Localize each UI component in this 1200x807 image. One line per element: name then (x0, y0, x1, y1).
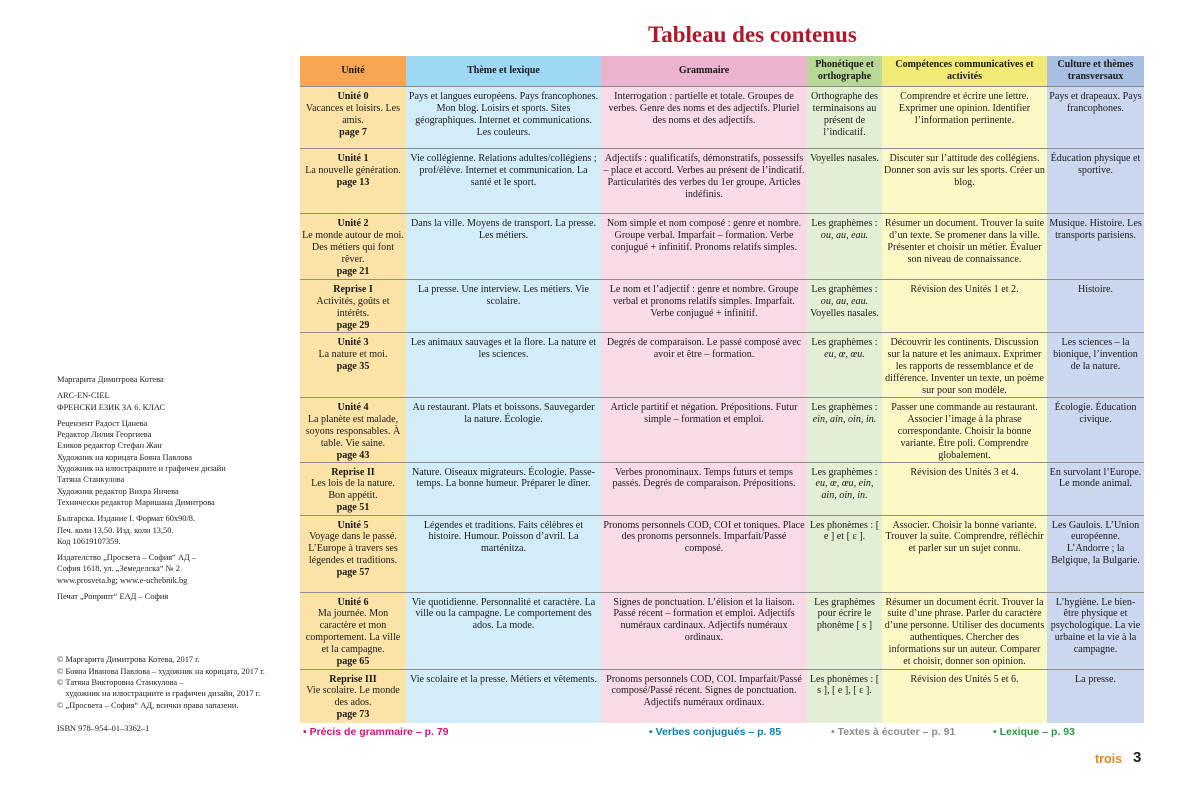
book-subtitle: ФРЕНСКИ ЕЗИК ЗА 6. КЛАС (57, 402, 166, 412)
unit-page-link[interactable]: page 43 (336, 449, 370, 461)
publisher-line: www.prosveta.bg; www.e-uchebnik.bg (57, 575, 188, 585)
grammar-cell (601, 333, 807, 398)
table-row (300, 592, 1144, 669)
unit-text: Le monde autour de moi. Des métiers qui font rêver. (302, 229, 404, 265)
unit-label: Unité 0 (337, 91, 369, 102)
table-row (300, 669, 1144, 723)
unit-cell (300, 333, 406, 398)
unit-label: Unité 6 (337, 596, 369, 608)
theme-text: Nature. Oiseaux migrateurs. Écologie. Passe-temps. La bonne humeur. Préparer le dîner. (411, 466, 596, 490)
grammar-text: Signes de ponctuation. L’élision et la liaison. Passé récent – formation et emploi. Adjectifs numéraux cardinaux. Adjectifs numéraux ordinaux. (613, 596, 795, 644)
theme-text: Au restaurant. Plats et boissons. Sauvegarder la nature. Écologie. (412, 402, 595, 425)
theme-text: Vie collégienne. Relations adultes/collégiens ; prof/élève. Internet et communication. La santé et le sport. (410, 153, 597, 188)
unit-label: Unité 5 (337, 519, 369, 531)
unit-cell (300, 592, 406, 669)
culture-cell (1047, 333, 1144, 398)
theme-cell (406, 669, 601, 723)
grammar-cell (601, 462, 807, 515)
credit-line: Рецензент Радост Цанева (57, 418, 148, 428)
competences-cell (882, 333, 1047, 398)
competences-cell (882, 87, 1047, 149)
culture-cell (1047, 149, 1144, 214)
header-unit: Unité (300, 56, 406, 87)
unit-page-link[interactable]: page 21 (336, 265, 370, 277)
unit-text: Voyage dans le passé. L’Europe à travers ses légendes et traditions. (308, 531, 398, 567)
competences-text: Découvrir les continents. Discussion sur la nature et les animaux. Exprimer les rapports de ressemblance et de différence. Inventer un texte, un poème sur pour son modèle. (885, 337, 1044, 396)
unit-cell (300, 462, 406, 515)
culture-cell (1047, 398, 1144, 463)
culture-text: Pays et drapeaux. Pays francophones. (1049, 91, 1142, 114)
unit-text: Ma journée. Mon caractère et mon comportement. La ville et la campagne. (305, 608, 401, 656)
culture-cell (1047, 214, 1144, 280)
unit-page-link[interactable]: page 35 (336, 360, 370, 372)
competences-text: Passer une commande au restaurant. Associer l’image à la phrase correspondante. Choisir la bonne variante. Être poli. Comprendre globalement. (891, 402, 1038, 461)
unit-cell (300, 87, 406, 149)
unit-text: La nature et moi. (318, 348, 388, 360)
unit-label: Unité 4 (337, 402, 369, 413)
culture-cell (1047, 87, 1144, 149)
theme-cell (406, 280, 601, 333)
unit-cell (300, 515, 406, 592)
phonetics-cell (807, 592, 882, 669)
unit-label: Reprise I (333, 284, 373, 295)
printer-line: Печат „Роприпт“ ЕАД – София (57, 592, 169, 602)
phonetics-cell (807, 280, 882, 333)
culture-cell (1047, 592, 1144, 669)
phonetics-text: Les phonèmes : [ e ] et [ ɛ ]. (809, 519, 880, 543)
book-title: ARC-EN-CIEL (57, 391, 110, 401)
competences-cell (882, 398, 1047, 463)
grammar-text: Nom simple et nom composé : genre et nombre. Groupe verbal. Imparfait – formation. Verbe conjugué + infinitif. Pronoms relatifs simples. (606, 218, 802, 253)
credit-line: Художник редактор Вихра Янчева (57, 486, 179, 496)
header-grammar: Grammaire (601, 56, 807, 87)
competences-cell (882, 214, 1047, 280)
phonetics-graphemes: eu, œ, œu, ein, ain, oin, in. (815, 478, 874, 502)
unit-cell (300, 280, 406, 333)
verbs-reference-link[interactable]: • Verbes conjugués – p. 85 (649, 726, 782, 738)
grammar-cell (601, 149, 807, 214)
unit-cell (300, 398, 406, 463)
competences-text: Associer. Choisir la bonne variante. Trouver la suite. Comprendre, réfléchir et parler sur un sujet connu. (885, 519, 1044, 555)
competences-text: Discuter sur l’attitude des collégiens. Donner son avis sur les sports. Créer un blog. (884, 153, 1045, 188)
grammar-text: Interrogation : partielle et totale. Groupes de verbes. Genre des noms et des adjectifs. Pluriel des noms et des adjectifs. (608, 91, 800, 126)
phonetics-text: Orthographe des terminaisons au présent de l’indicatif. (811, 91, 878, 138)
theme-text: La presse. Une interview. Les métiers. Vie scolaire. (418, 284, 589, 307)
phonetics-text: Les graphèmes : (811, 284, 878, 295)
copyright-line: © Татяна Викторовна Станкулова – (57, 677, 184, 687)
contents-table (300, 56, 1144, 723)
theme-cell (406, 214, 601, 280)
table-row (300, 149, 1144, 214)
theme-cell (406, 592, 601, 669)
unit-label: Unité 2 (337, 218, 369, 229)
unit-label: Unité 1 (337, 153, 369, 164)
credit-line: Технически редактор Маришана Димитрова (57, 497, 215, 507)
competences-text: Résumer un document. Trouver la suite d’un texte. Se promener dans la ville. Présenter et choisir un métier. Évaluer son niveau de connaissance. (884, 218, 1045, 265)
credit-line: Татяна Станкулова (57, 475, 125, 485)
competences-text: Résumer un document écrit. Trouver la suite d’une phrase. Parler du caractère d’une personne. Utiliser des documents authentiques. Chercher des informations sur un auteur. Comparer et choisir, donner son opinion. (884, 596, 1045, 668)
culture-text: Écologie. Éducation civique. (1054, 402, 1137, 425)
grammar-text: Article partitif et négation. Prépositions. Futur simple – formation et emploi. (610, 402, 798, 425)
theme-text: Pays et langues européens. Pays francophones. Mon blog. Loisirs et sports. Sites géographiques. Internet et communications. Les couleurs. (408, 91, 599, 138)
unit-page-link[interactable]: page 29 (336, 319, 370, 331)
theme-text: Vie quotidienne. Personnalité et caractère. La ville ou la campagne. Le comportement des ados. La mode. (411, 596, 596, 632)
culture-cell (1047, 669, 1144, 723)
grammar-text: Degrés de comparaison. Le passé composé avec avoir et être – formation. (606, 337, 802, 360)
phonetics-text: Les graphèmes : (811, 466, 878, 478)
grammar-cell (601, 515, 807, 592)
grammar-cell (601, 398, 807, 463)
phonetics-graphemes: ou, au, eau. (820, 295, 869, 307)
phonetics-cell (807, 149, 882, 214)
page-number: 3 (1133, 749, 1142, 766)
competences-cell (882, 149, 1047, 214)
phonetics-cell (807, 462, 882, 515)
grammar-text: Verbes pronominaux. Temps futurs et temps passés. Degrés de comparaison. Prépositions. (612, 466, 796, 490)
unit-text: Activités, goûts et intérêts. (316, 295, 390, 319)
grammar-cell (601, 669, 807, 723)
table-row (300, 333, 1144, 398)
audio-texts-reference-link[interactable]: • Textes à écouter – p. 91 (831, 726, 956, 738)
isbn-line: ISBN 978–954–01–3362–1 (57, 723, 150, 733)
phonetics-graphemes: ein, ain, oin, in. (812, 413, 877, 425)
unit-text: Vacances et loisirs. Les amis. (305, 102, 401, 126)
phonetics-graphemes: ou, au, eau. (820, 229, 869, 241)
culture-text: En survolant l’Europe. Le monde animal. (1049, 466, 1142, 490)
phonetics-text: Les graphèmes : (811, 337, 878, 348)
unit-label: Unité 3 (337, 337, 369, 348)
theme-text: Dans la ville. Moyens de transport. La presse. Les métiers. (410, 218, 596, 241)
phonetics-graphemes: eu, œ, œu. (824, 348, 865, 360)
unit-cell (300, 669, 406, 723)
grammar-cell (601, 87, 807, 149)
phonetics-text: Les graphèmes : (811, 402, 878, 413)
grammar-text: Pronoms personnels COD, COI et toniques. Place des pronoms personnels. Imparfait/Passé composé. (603, 519, 805, 555)
unit-label: Reprise III (329, 673, 377, 685)
header-culture: Culture et thèmes transversaux (1047, 56, 1144, 87)
unit-label: Reprise II (331, 466, 375, 478)
phonetics-cell (807, 398, 882, 463)
theme-cell (406, 149, 601, 214)
credit-line: Езиков редактор Стефан Жан (57, 441, 162, 451)
credit-line: Художник на илюстрациите и графичен дизайн (57, 464, 226, 474)
author-line: Маргарита Димитрова Котева (57, 375, 164, 384)
grammar-text: Pronoms personnels COD, COI. Imparfait/Passé composé/Passé récent. Signes de ponctuation. Adjectifs numéraux ordinaux. (606, 673, 802, 709)
table-row (300, 87, 1144, 149)
phonetics-cell (807, 214, 882, 280)
page-number-word: trois (1095, 752, 1123, 766)
unit-page-link[interactable]: page 57 (336, 567, 370, 579)
table-row (300, 214, 1144, 280)
unit-page-link[interactable]: page 73 (336, 709, 370, 721)
competences-text: Révision des Unités 1 et 2. (910, 284, 1019, 295)
competences-cell (882, 592, 1047, 669)
competences-cell (882, 462, 1047, 515)
culture-text: La presse. (1075, 673, 1116, 685)
culture-text: Les sciences – la bionique, l’invention de la nature. (1053, 337, 1138, 372)
competences-cell (882, 669, 1047, 723)
culture-text: Histoire. (1077, 284, 1114, 295)
table-row (300, 280, 1144, 333)
unit-cell (300, 149, 406, 214)
unit-page-link[interactable]: page 51 (336, 502, 370, 514)
phonetics-cell (807, 669, 882, 723)
competences-text: Révision des Unités 5 et 6. (910, 673, 1019, 685)
grammar-cell (601, 280, 807, 333)
phonetics-text: Voyelles nasales. (810, 153, 879, 164)
culture-cell (1047, 280, 1144, 333)
grammar-reference-link[interactable]: • Précis de grammaire – p. 79 (303, 726, 449, 738)
theme-cell (406, 333, 601, 398)
theme-cell (406, 462, 601, 515)
unit-text: La nouvelle génération. (305, 164, 401, 176)
competences-text: Révision des Unités 3 et 4. (910, 466, 1019, 478)
phonetics-text: Les graphèmes pour écrire le phonème [ s ] (814, 596, 875, 632)
copyright-line: © Маргарита Димитрова Котева, 2017 г. (57, 655, 200, 665)
table-header-row (300, 56, 1144, 87)
page-title: Tableau des contenus (648, 22, 857, 47)
unit-text: Les lois de la nature. Bon appétit. (311, 478, 395, 502)
culture-text: Les Gaulois. L’Union européenne. L’Andorre ; la Belgique, la Bulgarie. (1051, 519, 1140, 567)
credit-line: Художник на корицата Бояна Павлова (57, 452, 192, 462)
competences-text: Comprendre et écrire une lettre. Exprimer une opinion. Identifier l’information pertinente. (898, 91, 1031, 126)
grammar-cell (601, 592, 807, 669)
competences-cell (882, 515, 1047, 592)
edition-line: Печ. коли 13,50. Изд. коли 13,50. (57, 525, 174, 535)
edition-line: Българска. Издание I. Формат 60x90/8. (57, 514, 196, 524)
theme-text: Les animaux sauvages et la flore. La nature et les sciences. (410, 337, 597, 360)
unit-page-link[interactable]: page 7 (339, 126, 367, 138)
copyright-line: © „Просвета – София“ АД, всички права запазени. (57, 700, 239, 710)
grammar-cell (601, 214, 807, 280)
publisher-line: Издателство „Просвета – София“ АД – (57, 553, 197, 563)
unit-text: Vie scolaire. Le monde des ados. (306, 685, 400, 709)
theme-text: Légendes et traditions. Faits célèbres et histoire. Humour. Poisson d’avril. La marténitza. (423, 519, 584, 555)
phonetics-extra: Voyelles nasales. (810, 307, 879, 319)
unit-cell (300, 214, 406, 280)
culture-cell (1047, 515, 1144, 592)
lexicon-reference-link[interactable]: • Lexique – p. 93 (993, 726, 1075, 738)
competences-cell (882, 280, 1047, 333)
culture-text: Éducation physique et sportive. (1050, 153, 1141, 176)
phonetics-text: Les phonèmes : [ s ], [ e ], [ ɛ ]. (809, 673, 880, 697)
culture-text: Musique. Histoire. Les transports parisiens. (1049, 218, 1142, 241)
header-theme: Thème et lexique (406, 56, 601, 87)
copyright-line: © Бояна Иванова Павлова – художник на корицата, 2017 г. (57, 666, 265, 676)
header-competences: Compétences communicatives et activités (882, 56, 1047, 87)
culture-text: L’hygiène. Le bien-être physique et psychologique. La vie urbaine et la vie à la campagne. (1050, 596, 1141, 656)
theme-cell (406, 398, 601, 463)
colophon (57, 374, 292, 734)
phonetics-cell (807, 333, 882, 398)
grammar-text: Adjectifs : qualificatifs, démonstratifs, possessifs – place et accord. Verbes au présent de l’indicatif. Particularités des verbes du 1er groupe. Articles indéfinis. (603, 153, 805, 200)
unit-page-link[interactable]: page 13 (336, 176, 370, 188)
phonetics-cell (807, 87, 882, 149)
culture-cell (1047, 462, 1144, 515)
theme-text: Vie scolaire et la presse. Métiers et vêtements. (410, 673, 597, 685)
edition-line: Код 10619107359. (57, 536, 121, 546)
theme-cell (406, 87, 601, 149)
table-row (300, 462, 1144, 515)
header-phonetics: Phonétique et orthographe (807, 56, 882, 87)
unit-page-link[interactable]: page 65 (336, 656, 370, 668)
table-row (300, 515, 1144, 592)
copyright-line: художник на илюстрациите и графичен дизайн, 2017 г. (57, 689, 261, 699)
grammar-text: Le nom et l’adjectif : genre et nombre. Groupe verbal et pronoms relatifs simples. Imparfait. Verbe conjugué + infinitif. (609, 284, 799, 319)
table-row (300, 398, 1144, 463)
theme-cell (406, 515, 601, 592)
credit-line: Редактор Лилия Георгиева (57, 430, 152, 440)
unit-text: La planète est malade, soyons responsables. À table. Vie saine. (305, 413, 401, 449)
publisher-line: София 1618, ул. „Земеделска“ № 2 (57, 564, 180, 574)
phonetics-cell (807, 515, 882, 592)
phonetics-text: Les graphèmes : (811, 218, 878, 229)
